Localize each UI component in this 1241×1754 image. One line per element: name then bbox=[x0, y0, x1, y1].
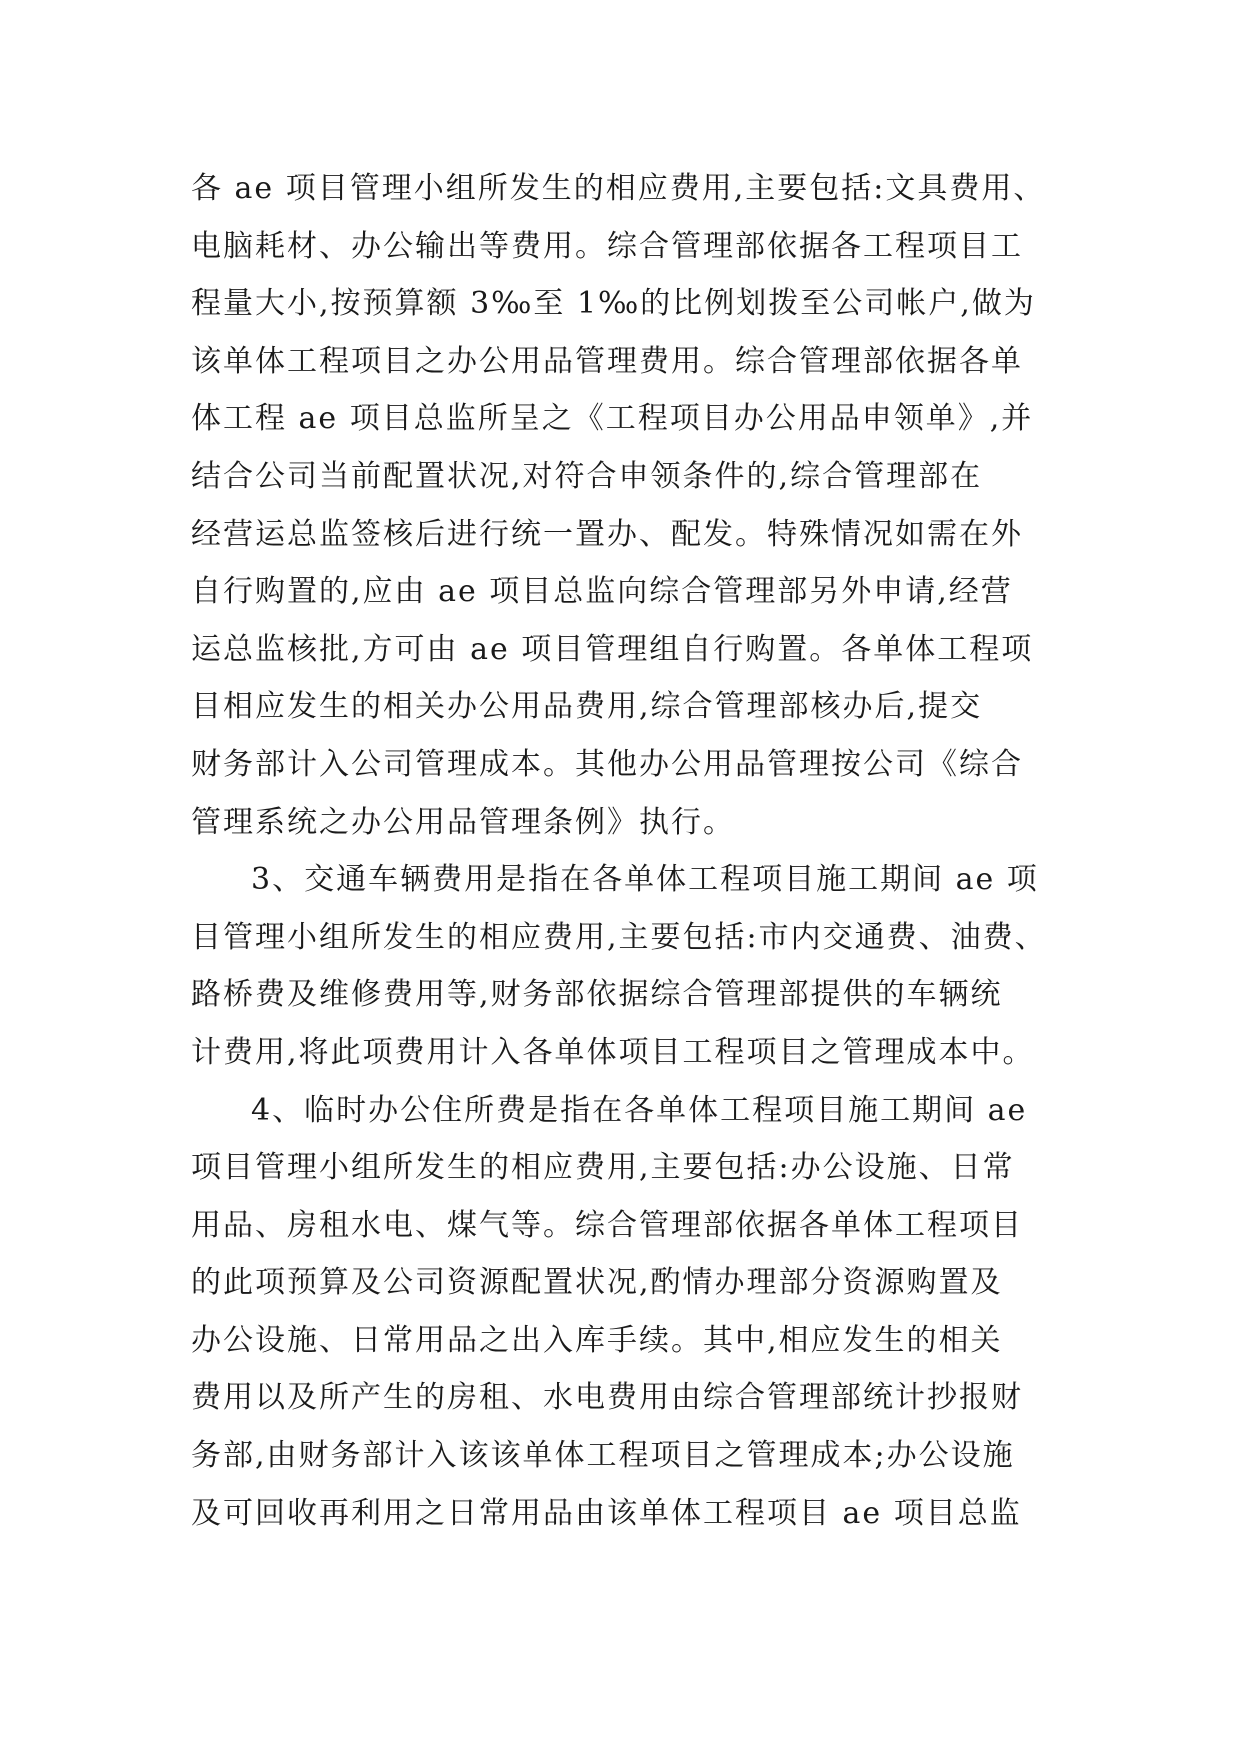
body-text bbox=[191, 160, 1071, 1542]
text-line: 务部,由财务部计入该该单体工程项目之管理成本;办公设施 bbox=[191, 1438, 1015, 1474]
text-line: 经营运总监签核后进行统一置办、配发。特殊情况如需在外 bbox=[191, 516, 1023, 552]
text-line: 自行购置的,应由 ae 项目总监向综合管理部另外申请,经营 bbox=[191, 574, 1013, 610]
text-line: 该单体工程项目之办公用品管理费用。综合管理部依据各单 bbox=[191, 343, 1023, 379]
text-line: 及可回收再利用之日常用品由该单体工程项目 ae 项目总监 bbox=[191, 1495, 1022, 1531]
text-line: 结合公司当前配置状况,对符合申领条件的,综合管理部在 bbox=[191, 458, 983, 494]
text-line: 路桥费及维修费用等,财务部依据综合管理部提供的车辆统 bbox=[191, 977, 1003, 1013]
text-line: 体工程 ae 项目总监所呈之《工程项目办公用品申领单》,并 bbox=[191, 401, 1034, 437]
text-line: 电脑耗材、办公输出等费用。综合管理部依据各工程项目工 bbox=[191, 228, 1023, 264]
text-line: 程量大小,按预算额 3‰至 1‰的比例划拨至公司帐户,做为 bbox=[191, 286, 1036, 322]
text-line: 各 ae 项目管理小组所发生的相应费用,主要包括:文具费用、 bbox=[191, 171, 1046, 206]
text-line: 用品、房租水电、煤气等。综合管理部依据各单体工程项目 bbox=[191, 1207, 1023, 1243]
text-line: 管理系统之办公用品管理条例》执行。 bbox=[191, 804, 735, 840]
text-line: 计费用,将此项费用计入各单体项目工程项目之管理成本中。 bbox=[191, 1034, 1035, 1070]
text-line: 的此项预算及公司资源配置状况,酌情办理部分资源购置及 bbox=[191, 1265, 1003, 1301]
text-line: 目管理小组所发生的相应费用,主要包括:市内交通费、油费、 bbox=[191, 919, 1047, 955]
text-line: 运总监核批,方可由 ae 项目管理组自行购置。各单体工程项 bbox=[191, 631, 1034, 667]
text-line: 目相应发生的相关办公用品费用,综合管理部核办后,提交 bbox=[191, 689, 983, 725]
text-line: 费用以及所产生的房租、水电费用由综合管理部统计抄报财 bbox=[191, 1380, 1023, 1416]
paragraph-3-start: 3、交通车辆费用是指在各单体工程项目施工期间 ae 项 bbox=[251, 862, 1039, 898]
paragraph-4-start: 4、临时办公住所费是指在各单体工程项目施工期间 ae bbox=[251, 1092, 1028, 1128]
text-line: 项目管理小组所发生的相应费用,主要包括:办公设施、日常 bbox=[191, 1150, 1015, 1186]
text-line: 办公设施、日常用品之出入库手续。其中,相应发生的相关 bbox=[191, 1322, 1003, 1358]
text-line: 财务部计入公司管理成本。其他办公用品管理按公司《综合 bbox=[191, 746, 1023, 782]
